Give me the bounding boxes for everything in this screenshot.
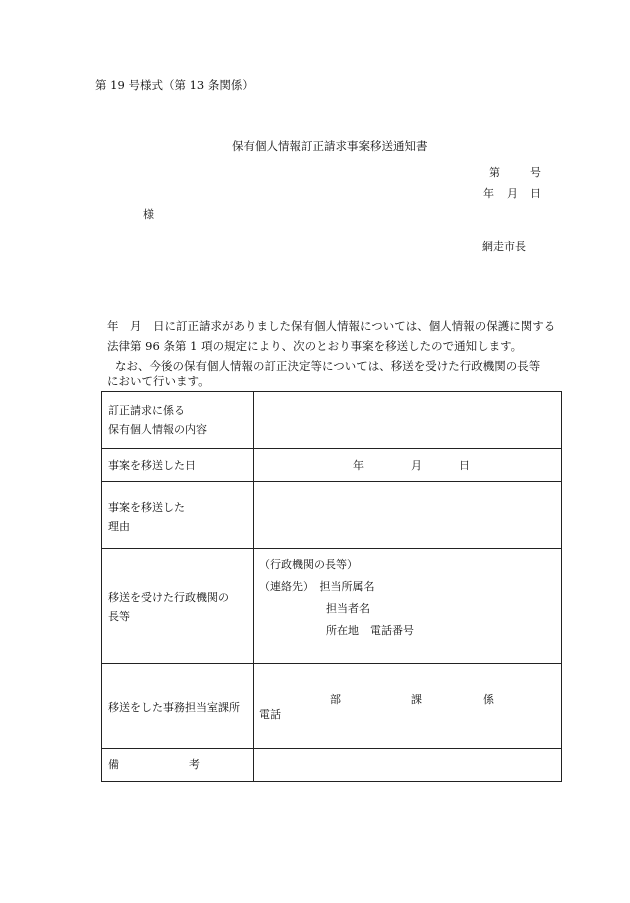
label-cell <box>102 482 254 549</box>
label-cell <box>102 392 254 449</box>
reason-value-cell[interactable] <box>254 482 562 549</box>
content-value-cell[interactable] <box>254 392 562 449</box>
label-cell <box>102 664 254 749</box>
addressee-suffix: 様 <box>143 208 154 221</box>
row-label: 事案を移送した <box>108 501 185 514</box>
table-row-handling-office <box>102 664 562 749</box>
unit-label: 係 <box>483 693 494 706</box>
date-month: 月 <box>507 187 518 200</box>
row-label: 移送をした事務担当室課所 <box>108 701 240 714</box>
body-line-3: なお、今後の保有個人情報の訂正決定等については、移送を受けた行政機関の長等 <box>115 359 541 373</box>
body-line-4: において行います。 <box>107 374 210 388</box>
date-day: 日 <box>530 187 541 200</box>
date-day: 日 <box>459 459 470 472</box>
handling-office-value-cell[interactable] <box>254 664 562 749</box>
doc-number-dai: 第 <box>489 166 500 179</box>
document-title: 保有個人情報訂正請求事案移送通知書 <box>232 139 428 153</box>
transfer-date-cell[interactable] <box>254 449 562 482</box>
row-label: 事案を移送した日 <box>108 459 196 472</box>
table-row-recipient <box>102 549 562 664</box>
date-year: 年 <box>353 459 364 472</box>
label-cell <box>102 549 254 664</box>
issuer: 網走市長 <box>482 240 526 253</box>
row-label: 訂正請求に係る <box>108 404 185 417</box>
phone-label: 電話 <box>259 708 281 721</box>
body-line-2: 法律第 96 条第 1 項の規定により、次のとおり事案を移送したので通知します。 <box>107 339 523 353</box>
recipient-value-cell[interactable] <box>254 549 562 664</box>
table-row-reason <box>102 482 562 549</box>
table-row-transfer-date <box>102 449 562 482</box>
doc-number-go: 号 <box>530 166 541 179</box>
row-label: 備 <box>108 758 119 771</box>
date-month: 月 <box>411 459 422 472</box>
row-label: 移送を受けた行政機関の <box>108 591 229 604</box>
date-year: 年 <box>483 187 494 200</box>
row-label: 考 <box>189 758 200 771</box>
body-line-1: 年 月 日に訂正請求がありました保有個人情報については、個人情報の保護に関する <box>107 319 556 333</box>
remarks-value-cell[interactable] <box>254 749 562 782</box>
row-label: 理由 <box>108 520 130 533</box>
section-label: 課 <box>411 693 422 706</box>
table-row-remarks <box>102 749 562 782</box>
transfer-form-table <box>101 391 562 782</box>
label-cell <box>102 449 254 482</box>
row-label: 長等 <box>108 610 130 623</box>
department-label: 部 <box>330 693 341 706</box>
row-label: 保有個人情報の内容 <box>108 423 207 436</box>
contact-address-phone-label: 所在地 電話番号 <box>326 624 414 637</box>
table-row-content <box>102 392 562 449</box>
label-cell <box>102 749 254 782</box>
form-number: 第 19 号様式（第 13 条関係） <box>95 78 254 92</box>
recipient-head-label: （行政機関の長等） <box>259 558 358 571</box>
contact-department-label: （連絡先） 担当所属名 <box>259 580 375 593</box>
contact-person-label: 担当者名 <box>326 602 370 615</box>
